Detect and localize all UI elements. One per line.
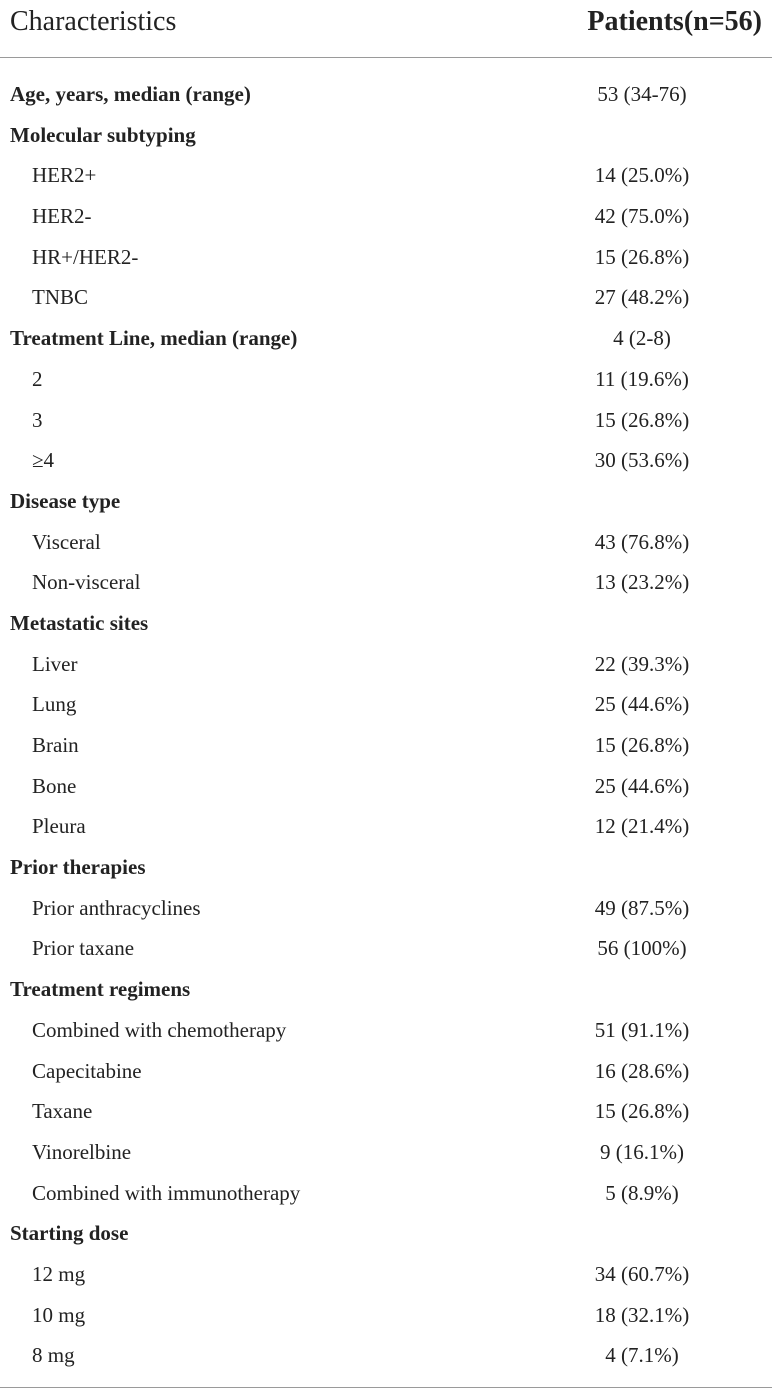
table-row <box>0 1254 772 1295</box>
row-label: Visceral <box>32 529 101 554</box>
row-label: Capecitabine <box>32 1058 142 1083</box>
table-row <box>0 725 772 766</box>
section-label: Treatment Line, median (range) <box>10 326 298 351</box>
header-divider <box>0 57 772 58</box>
row-value: 15 (26.8%) <box>594 733 690 757</box>
table-row <box>0 806 772 847</box>
row-value: 56 (100%) <box>597 936 687 961</box>
row-label: HR+/HER2- <box>32 244 139 269</box>
section-label: Treatment regimens <box>10 977 191 1002</box>
row-value: 9 (16.1%) <box>600 1139 684 1164</box>
table-row <box>0 1051 772 1092</box>
row-value: 15 (26.8%) <box>594 407 690 432</box>
row-label: Pleura <box>32 814 86 839</box>
table-row <box>0 522 772 563</box>
row-value: 15 (26.8%) <box>594 244 690 269</box>
row-value: 12 (21.4%) <box>594 814 690 839</box>
table-row <box>0 1010 772 1051</box>
table-row <box>0 888 772 929</box>
row-value: 15 (26.8%) <box>594 1099 690 1124</box>
header-patients: Patients(n=56) <box>587 6 762 37</box>
row-value: 53 (34-76) <box>597 82 687 106</box>
section-row <box>0 115 772 156</box>
table-row <box>0 562 772 603</box>
row-label: 12 mg <box>32 1261 86 1286</box>
row-value: 16 (28.6%) <box>594 1058 690 1083</box>
table-row <box>0 928 772 969</box>
table-row <box>0 766 772 807</box>
table-row <box>0 1335 772 1376</box>
section-label: Age, years, median (range) <box>10 82 251 106</box>
table-row <box>0 277 772 318</box>
section-label: Prior therapies <box>10 855 146 880</box>
row-value: 43 (76.8%) <box>594 529 690 554</box>
table-row <box>0 155 772 196</box>
row-value: 18 (32.1%) <box>594 1302 690 1327</box>
row-label: HER2+ <box>32 163 97 188</box>
section-label: Disease type <box>10 488 121 513</box>
row-value: 13 (23.2%) <box>594 570 690 595</box>
row-label: 8 mg <box>32 1343 75 1368</box>
row-label: 3 <box>32 407 43 432</box>
row-value: 22 (39.3%) <box>594 651 690 676</box>
row-label: Lung <box>32 692 77 717</box>
table-row <box>0 359 772 400</box>
section-label: Starting dose <box>10 1221 129 1246</box>
row-value: 42 (75.0%) <box>594 204 690 229</box>
row-label: 10 mg <box>32 1302 86 1327</box>
row-label: HER2- <box>32 204 92 229</box>
row-label: Combined with chemotherapy <box>32 1017 287 1042</box>
row-value: 25 (44.6%) <box>594 773 690 798</box>
row-label: Brain <box>32 733 79 757</box>
row-value: 11 (19.6%) <box>595 366 689 391</box>
table-row <box>0 1132 772 1173</box>
row-value: 4 (2-8) <box>613 326 671 351</box>
section-row <box>0 1213 772 1254</box>
table-row <box>0 1091 772 1132</box>
row-value: 34 (60.7%) <box>594 1261 690 1286</box>
table-row <box>0 400 772 441</box>
table-row <box>0 196 772 237</box>
table-header <box>0 0 772 58</box>
row-label: Bone <box>32 773 77 798</box>
section-row <box>0 603 772 644</box>
table-bottom-rule <box>0 1387 772 1388</box>
row-label: 2 <box>32 366 43 391</box>
header-characteristics: Characteristics <box>10 6 177 37</box>
section-row <box>0 847 772 888</box>
table-row <box>0 237 772 278</box>
section-row <box>0 969 772 1010</box>
row-label: Taxane <box>32 1099 93 1124</box>
table-row <box>0 1173 772 1214</box>
row-value: 4 (7.1%) <box>605 1343 679 1368</box>
row-label: Combined with immunotherapy <box>32 1180 301 1205</box>
row-value: 5 (8.9%) <box>605 1180 679 1205</box>
row-label: Liver <box>32 651 78 676</box>
section-row <box>0 481 772 522</box>
row-value: 30 (53.6%) <box>594 448 690 473</box>
table-body <box>0 74 772 1376</box>
row-label: Prior taxane <box>32 936 135 961</box>
row-label: ≥4 <box>32 448 55 473</box>
row-value: 51 (91.1%) <box>594 1017 690 1042</box>
row-label: Vinorelbine <box>32 1139 132 1164</box>
table-row <box>0 1295 772 1336</box>
section-label: Molecular subtyping <box>10 122 196 147</box>
table-row <box>0 644 772 685</box>
table-row <box>0 684 772 725</box>
section-row <box>0 318 772 359</box>
section-row <box>0 74 772 115</box>
row-value: 27 (48.2%) <box>594 285 690 310</box>
row-label: Non-visceral <box>32 570 141 595</box>
row-value: 25 (44.6%) <box>594 692 690 717</box>
section-label: Metastatic sites <box>10 610 149 635</box>
row-label: Prior anthracyclines <box>32 895 201 920</box>
row-value: 14 (25.0%) <box>594 163 690 188</box>
row-value: 49 (87.5%) <box>594 895 690 920</box>
table-row <box>0 440 772 481</box>
row-label: TNBC <box>32 285 89 310</box>
